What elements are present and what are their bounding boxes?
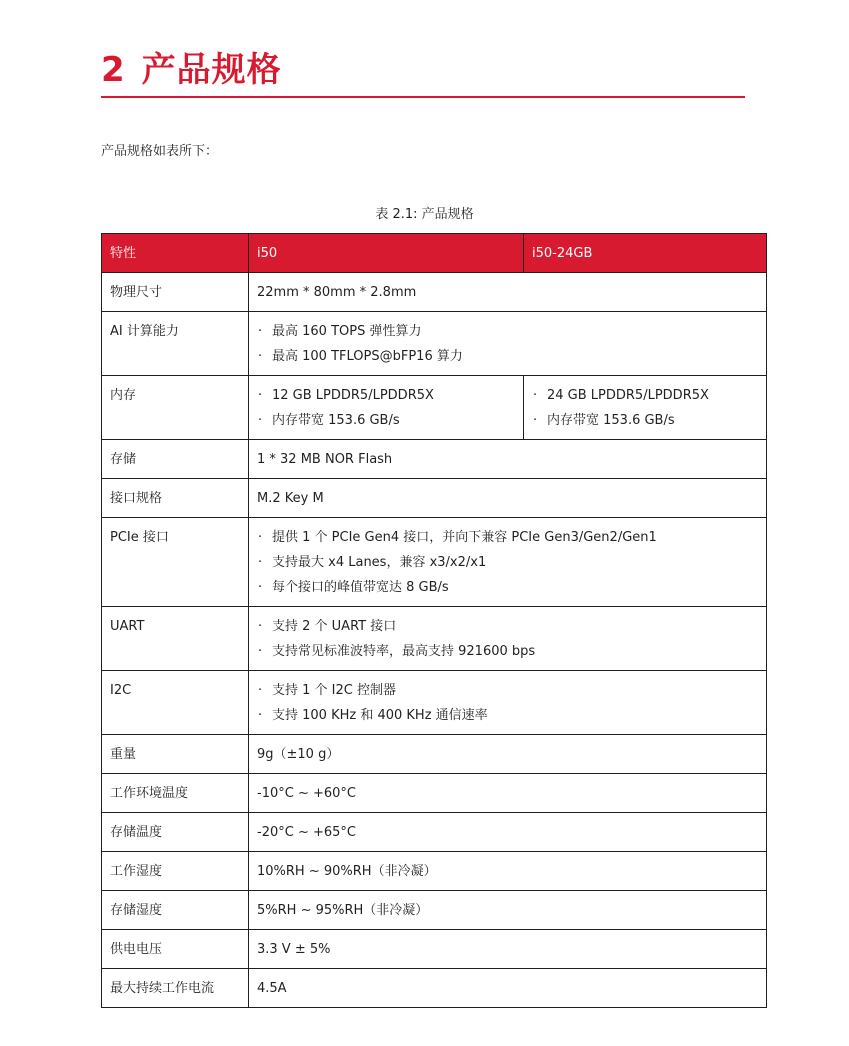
table-row bbox=[102, 969, 767, 1008]
row-value: 5%RH ~ 95%RH（非冷凝） bbox=[249, 891, 767, 930]
table-row bbox=[102, 518, 767, 607]
row-value: -20°C ~ +65°C bbox=[249, 813, 767, 852]
row-value bbox=[249, 671, 767, 735]
row-label: 存储湿度 bbox=[102, 891, 249, 930]
row-value: 22mm * 80mm * 2.8mm bbox=[249, 273, 767, 312]
row-label: 接口规格 bbox=[102, 479, 249, 518]
list-item: · 每个接口的峰值带宽达 8 GB/s bbox=[257, 575, 758, 600]
list-item: · 24 GB LPDDR5/LPDDR5X bbox=[532, 383, 758, 408]
list-item: · 支持 100 KHz 和 400 KHz 通信速率 bbox=[257, 703, 758, 728]
table-row bbox=[102, 273, 767, 312]
row-value bbox=[249, 607, 767, 671]
row-value bbox=[249, 312, 767, 376]
list-item: · 支持最大 x4 Lanes，兼容 x3/x2/x1 bbox=[257, 550, 758, 575]
row-value-i50 bbox=[249, 376, 524, 440]
intro-text: 产品规格如表所下： bbox=[101, 144, 219, 159]
table-row bbox=[102, 930, 767, 969]
table-header-row bbox=[102, 234, 767, 273]
heading-rule bbox=[101, 96, 745, 98]
section-heading bbox=[101, 46, 745, 94]
table-row bbox=[102, 440, 767, 479]
table-row bbox=[102, 813, 767, 852]
list-item: · 12 GB LPDDR5/LPDDR5X bbox=[257, 383, 515, 408]
row-value: -10°C ~ +60°C bbox=[249, 774, 767, 813]
row-value: 3.3 V ± 5% bbox=[249, 930, 767, 969]
table-row bbox=[102, 671, 767, 735]
row-label: 工作环境温度 bbox=[102, 774, 249, 813]
row-value bbox=[249, 518, 767, 607]
row-label: AI 计算能力 bbox=[102, 312, 249, 376]
section-title: 产品规格 bbox=[141, 50, 282, 90]
table-row bbox=[102, 607, 767, 671]
row-value: 1 * 32 MB NOR Flash bbox=[249, 440, 767, 479]
list-item: · 支持 1 个 I2C 控制器 bbox=[257, 678, 758, 703]
table-caption: 表 2.1: 产品规格 bbox=[375, 207, 474, 222]
row-value: 10%RH ~ 90%RH（非冷凝） bbox=[249, 852, 767, 891]
row-value: 4.5A bbox=[249, 969, 767, 1008]
row-label: 内存 bbox=[102, 376, 249, 440]
table-row bbox=[102, 312, 767, 376]
table-row bbox=[102, 735, 767, 774]
row-label: I2C bbox=[102, 671, 249, 735]
row-label: 最大持续工作电流 bbox=[102, 969, 249, 1008]
table-row bbox=[102, 852, 767, 891]
table-row bbox=[102, 891, 767, 930]
list-item: · 支持常见标准波特率，最高支持 921600 bps bbox=[257, 639, 758, 664]
spec-table bbox=[101, 233, 767, 1008]
row-label: 重量 bbox=[102, 735, 249, 774]
row-label: 物理尺寸 bbox=[102, 273, 249, 312]
row-label: 供电电压 bbox=[102, 930, 249, 969]
row-label: PCIe 接口 bbox=[102, 518, 249, 607]
list-item: · 内存带宽 153.6 GB/s bbox=[532, 408, 758, 433]
section-number: 2 bbox=[101, 50, 126, 90]
row-value: M.2 Key M bbox=[249, 479, 767, 518]
table-row bbox=[102, 479, 767, 518]
row-label: 存储 bbox=[102, 440, 249, 479]
table-row bbox=[102, 376, 767, 440]
row-label: 工作湿度 bbox=[102, 852, 249, 891]
list-item: · 内存带宽 153.6 GB/s bbox=[257, 408, 515, 433]
header-feature: 特性 bbox=[102, 234, 249, 273]
list-item: · 最高 160 TOPS 弹性算力 bbox=[257, 319, 758, 344]
header-i50-24gb: i50-24GB bbox=[524, 234, 767, 273]
list-item: · 支持 2 个 UART 接口 bbox=[257, 614, 758, 639]
table-row bbox=[102, 774, 767, 813]
row-label: UART bbox=[102, 607, 249, 671]
row-label: 存储温度 bbox=[102, 813, 249, 852]
list-item: · 最高 100 TFLOPS@bFP16 算力 bbox=[257, 344, 758, 369]
list-item: · 提供 1 个 PCIe Gen4 接口，并向下兼容 PCIe Gen3/Gen2/Gen1 bbox=[257, 525, 758, 550]
row-value: 9g（±10 g） bbox=[249, 735, 767, 774]
header-i50: i50 bbox=[249, 234, 524, 273]
row-value-i50-24gb bbox=[524, 376, 767, 440]
